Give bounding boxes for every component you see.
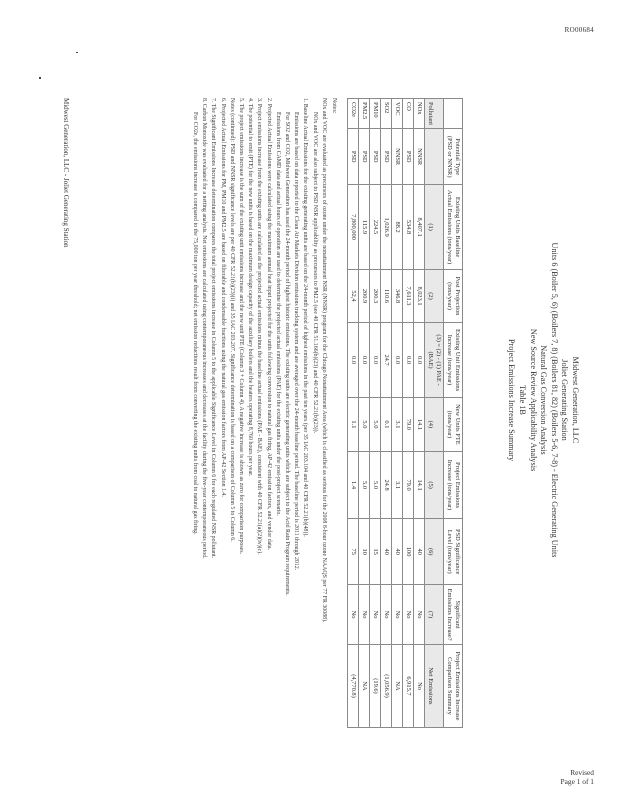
pollutant-cell: CO — [403, 99, 414, 129]
table-cell: NNSR — [392, 129, 403, 185]
column-header: Potential Type (PSD or NNSR) — [444, 129, 463, 185]
column-header: Project Emissions Increase Comparison Summary — [444, 644, 463, 727]
notes-section — [190, 98, 338, 758]
table-cell: No — [414, 644, 425, 727]
table-cell: (19.6) — [370, 644, 381, 727]
table-cell: 200.9 — [359, 269, 370, 322]
table-cell: 15 — [370, 519, 381, 585]
table-cell: 0.0 — [414, 323, 425, 398]
table-cell: 5.0 — [359, 397, 370, 451]
table-cell: 0.0 — [348, 323, 359, 398]
table-row — [359, 99, 370, 728]
note-line: 7. The Significant Emissions Increase determination compares the total project emissions increase in Column 5 to the applicable Significance Level in Column 6 for each regulated NSR pollutant. — [210, 98, 217, 559]
table-cell: 3.1 — [392, 397, 403, 451]
note-line: 8. Carbon Monoxide was evaluated for a netting analysis. Net emissions are calculated using contemporaneous increases and decreases at the facility during the five-year contemporaneous period. — [201, 98, 208, 559]
unit-cell: (4) — [425, 397, 444, 451]
note-line: NOx and VOC are evaluated as precursors of ozone under the nonattainment NSR (NNSR) program for the Chicago Nonattainment Area (which is classified as serious for the 2008 8-hour ozone NAAQS per 77 FR 30088). — [320, 98, 327, 623]
note-line: 4. The potential to emit (PTE) for the new units is based on the maximum design capacity of the auxiliary boilers and the heaters operating 8,760 hours per year. — [247, 98, 254, 477]
scan-speck — [39, 77, 41, 79]
note-line: For CO2e, the emissions increase is compared to the 75,000 ton per year threshold; net emission reductions result from converting the existing units from coal to natural gas firing. — [191, 112, 198, 535]
table-row — [370, 99, 381, 728]
table-cell: 40 — [381, 519, 392, 585]
footer-revision — [561, 768, 594, 786]
table-cell: 224.5 — [370, 185, 381, 270]
page-number: Page 1 of 1 — [560, 777, 594, 786]
table-cell: No — [392, 585, 403, 645]
table-cell: 200.3 — [370, 269, 381, 322]
unit-cell: Pollutant — [425, 99, 444, 129]
table-cell: No — [381, 585, 392, 645]
table-cell: (1,056.9) — [381, 644, 392, 727]
table-cell: 24.7 — [381, 323, 392, 398]
table-cell: 75 — [348, 519, 359, 585]
table-cell: 14.1 — [414, 451, 425, 518]
unit-cell: (6) — [425, 519, 444, 585]
table-row — [392, 99, 403, 728]
pollutant-cell: PM2.5 — [359, 99, 370, 129]
unit-cell: (7) — [425, 585, 444, 645]
table-cell: 5.0 — [370, 397, 381, 451]
table-cell: No — [348, 585, 359, 645]
unit-cell: (2) — [425, 269, 444, 322]
table-row — [414, 99, 425, 728]
footer-company: Midwest Generation, LLC - Joliet Generating Station — [62, 98, 70, 248]
header-row — [444, 99, 463, 728]
note-line: Emissions from CAMD data and actual hours of operation are used to determine the projected actual emissions (PAE) for the existing units under the post-project scenario. — [274, 112, 281, 516]
table-cell: PSD — [403, 129, 414, 185]
table-cell: 1.4 — [348, 451, 359, 518]
table-cell: PSD — [370, 129, 381, 185]
table-cell: 0.0 — [359, 323, 370, 398]
column-header: Post Projection (tons/year) — [444, 269, 463, 322]
table-cell: No — [403, 585, 414, 645]
rotated-page — [48, 10, 588, 790]
note-line: Notes (continued): PSD and NNSR significance levels are per 40 CFR 52.21(b)(23)(i) and 35 IAC 203.207. Significance determination is based on a comparison of Column 5 to Column 6. — [228, 98, 235, 542]
column-header: Significant Emissions Increase? — [444, 585, 463, 645]
table-cell: 88.2 — [392, 185, 403, 270]
table-cell: 14.1 — [414, 397, 425, 451]
analysis-title: Natural Gas Conversion Analysis — [539, 345, 549, 455]
note-line: 2. Projected Actual Emissions were calculated using the maximum annual heat input projected for the units following conversion to natural gas firing, AP-42 emission factors, and vendor data. — [265, 98, 272, 550]
emissions-summary-table — [347, 98, 463, 728]
unit-cell: Net Emissions — [425, 644, 444, 727]
table-cell: PSD — [359, 129, 370, 185]
unit-cell: (5) — [425, 451, 444, 518]
table-cell: 115.9 — [359, 185, 370, 270]
table-row — [348, 99, 359, 728]
pollutant-cell: PM10 — [370, 99, 381, 129]
table-cell: No — [414, 585, 425, 645]
note-line: Emissions are based on data reported to the Clean Air Markets Division emissions tracking system and are averaged over the 24-month baseline period. The baseline period is 2011 through 2012. — [293, 112, 300, 571]
column-header: Existing Units Baseline Actual Emissions (tons/year) — [444, 185, 463, 270]
pollutant-cell: SO2 — [381, 99, 392, 129]
note-line: 1. Baseline Actual Emissions for the existing generating units are based on the 24-month period of highest emissions in the past ten years (per 35 IAC 203.104 and 40 CFR 52.21(b)(48)). — [302, 98, 309, 537]
table-cell: 346.8 — [392, 269, 403, 322]
column-header: Existing Unit Emissions Increase (tons/year) — [444, 323, 463, 398]
title-block — [506, 10, 580, 790]
table-cell: 7,800,000 — [348, 185, 359, 270]
table-cell: 8,023.1 — [414, 269, 425, 322]
units-line: Units 6 (Boiler 5, 6) (Boilers 7, 8) (Boilers 81, 82) (Boilers 5-6, 7-8) - Electric Generating Units — [549, 242, 559, 558]
revised-label: Revised — [570, 768, 594, 777]
table-cell: 5.0 — [359, 451, 370, 518]
column-header: New Units PTE (tons/year) — [444, 397, 463, 451]
table-cell: 110.6 — [381, 269, 392, 322]
table-cell: 40 — [392, 519, 403, 585]
table-cell: 52,4 — [348, 269, 359, 322]
table-cell: PSD — [381, 129, 392, 185]
document-id: RO00684 — [564, 26, 594, 34]
table-cell: 10 — [359, 519, 370, 585]
table-cell: 534.8 — [403, 185, 414, 270]
table-cell: No — [359, 585, 370, 645]
pollutant-cell: VOC — [392, 99, 403, 129]
notes-heading: Notes: — [331, 98, 337, 114]
table-row — [381, 99, 392, 728]
table-cell: 1,026.9 — [381, 185, 392, 270]
table-cell: 5.0 — [370, 451, 381, 518]
table-cell: 7,611.3 — [403, 269, 414, 322]
table-number: Table 1B — [518, 385, 528, 415]
table-cell: No — [370, 585, 381, 645]
note-line: For SO2 and CO2, Midwest Generation has used the 24-month period of highest historic emissions. The existing units are electric generating units which are subject to the Acid Rain Program requirements. — [283, 112, 290, 596]
note-line: 6. Projected Actual Emissions for PM, PM10 and PM2.5 are based on filterable and condensable fractions using the natural gas emission factors from AP-42 Section 1.4. — [219, 98, 226, 497]
column-header: Project Emissions Increase (tons/year) — [444, 451, 463, 518]
table-cell: (4,770.8) — [348, 644, 359, 727]
table-cell: 6,915.7 — [403, 644, 414, 727]
pollutant-cell: NOx — [414, 99, 425, 129]
table-cell: 0.0 — [403, 323, 414, 398]
pollutant-cell: CO2e — [348, 99, 359, 129]
table-cell: 0.0 — [370, 323, 381, 398]
table-cell: NNSR — [414, 129, 425, 185]
table-row — [403, 99, 414, 728]
unit-row — [425, 99, 444, 728]
company-name: Midwest Generation, LLC — [571, 356, 580, 444]
table-cell: NA — [392, 644, 403, 727]
table-cell: 24.8 — [381, 451, 392, 518]
note-line: 5. The project emissions increase is the sum of the existing unit emissions increase and the new unit PTE (Column 3 + Column 4). A negative increase is shown as zero for comparison purposes. — [237, 98, 244, 555]
table-body — [348, 99, 425, 728]
note-line: 3. Project emissions increase from the existing units are calculated as the projected actual emissions minus the baseline actual emissions (PAE - BAE), consistent with 40 CFR 52.21(a)(2)(iv)(c). — [256, 98, 263, 555]
table-cell: 100 — [403, 519, 414, 585]
table-cell: 79.0 — [403, 397, 414, 451]
unit-cell — [425, 129, 444, 185]
station-name: Joliet Generating Station — [560, 359, 570, 441]
table-cell: 40 — [414, 519, 425, 585]
table-cell: NA — [359, 644, 370, 727]
note-line: NOx and VOC are also subject to PSD NSR applicability as precursors to PM2.5 (see 40 CFR 51.166(b)(23) and 40 CFR 52.21(b)(23)). — [311, 112, 318, 434]
table-cell: 79.0 — [403, 451, 414, 518]
table-cell: PSD — [348, 129, 359, 185]
unit-cell: (3) = (2) - (1) PAE - (BAE) — [425, 323, 444, 398]
unit-cell: (1) — [425, 185, 444, 270]
review-title: New Source Review Applicability Analysis — [528, 328, 538, 472]
table-cell: 8,407.1 — [414, 185, 425, 270]
column-header: PSD Significance Level (tons/year) — [444, 519, 463, 585]
column-header — [444, 99, 463, 129]
table-cell: 0.1 — [381, 397, 392, 451]
table-cell: 1.1 — [348, 397, 359, 451]
table-title: Project Emissions Increase Summary — [507, 338, 517, 462]
table-cell: 3.1 — [392, 451, 403, 518]
table-cell: 0.0 — [392, 323, 403, 398]
